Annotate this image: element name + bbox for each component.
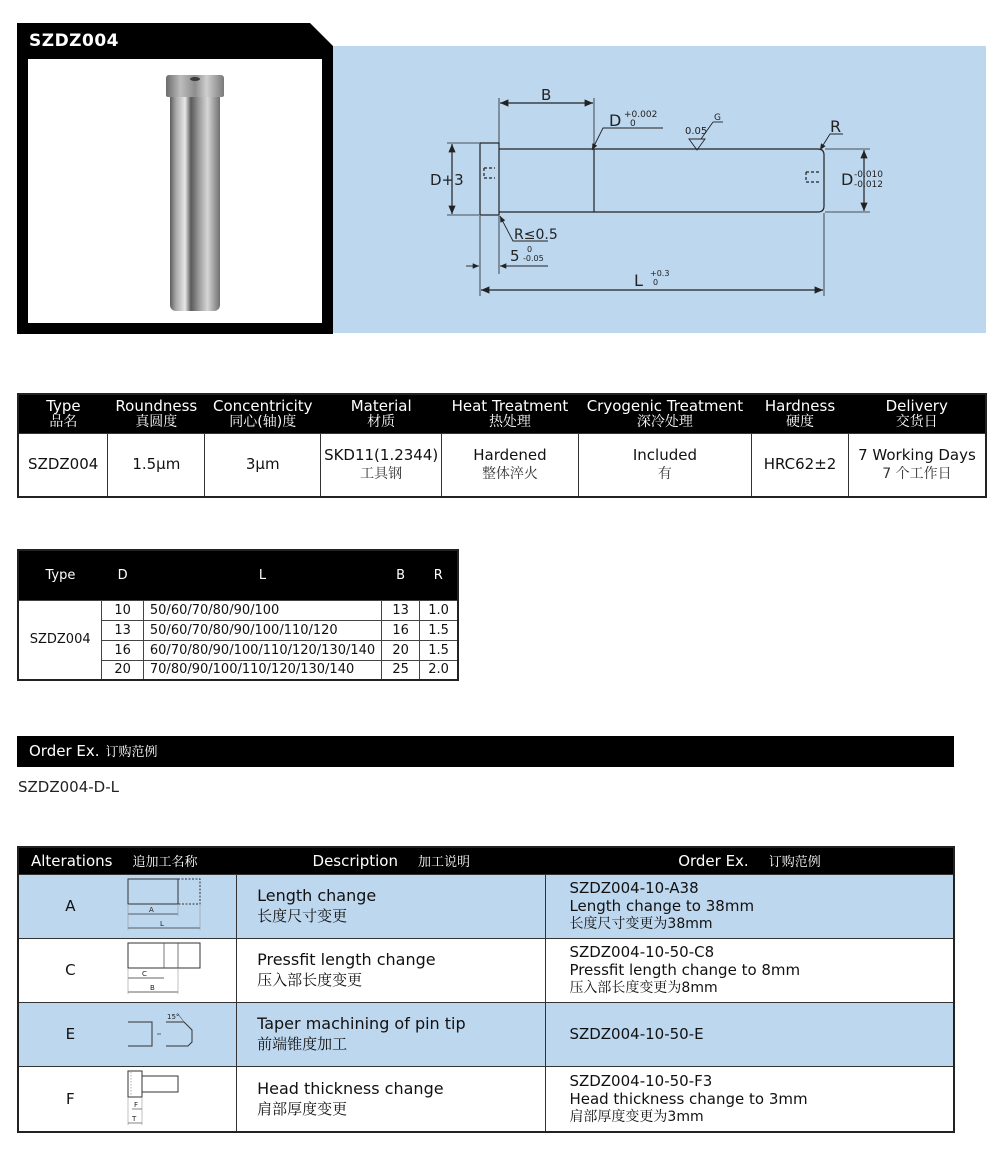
label-d-plus-3: D+3 — [430, 171, 464, 189]
table-row — [18, 1066, 954, 1132]
pin-body-image — [170, 97, 220, 311]
table-row — [18, 1002, 954, 1066]
size-r: 2.0 — [420, 660, 458, 680]
svg-text:F: F — [133, 1100, 138, 1109]
label-head-tol-lower: -0.05 — [523, 254, 544, 263]
spec-delivery: 7 Working Days 7 个工作日 — [848, 434, 986, 497]
label-d-top: D — [609, 111, 622, 130]
spec-header-delivery: Delivery 交货日 — [848, 394, 986, 434]
size-r: 1.5 — [420, 620, 458, 640]
label-roughness-grade: G — [714, 113, 721, 123]
size-r: 1.5 — [420, 640, 458, 660]
label-head-thickness: 5 — [510, 247, 520, 265]
label-d-right-tol-upper: -0.010 — [854, 170, 884, 180]
alteration-description: Head thickness change 肩部厚度变更 — [237, 1066, 546, 1132]
size-l: 50/60/70/80/90/100/110/120 — [143, 620, 381, 640]
svg-text:L: L — [159, 920, 164, 928]
size-l: 60/70/80/90/100/110/120/130/140 — [143, 640, 381, 660]
svg-text:T: T — [131, 1114, 136, 1123]
label-r: R — [830, 117, 842, 136]
pressfit-length-icon — [124, 940, 204, 996]
alteration-description: Taper machining of pin tip 前端锥度加工 — [237, 1002, 546, 1066]
order-example-label-cn: 订购范例 — [105, 745, 158, 760]
dim-d-top-leader — [592, 128, 663, 150]
alteration-order-example: SZDZ004-10-50-C8 Pressfit length change to 8mm 压入部长度变更为8mm — [546, 938, 954, 1002]
spec-hardness: HRC62±2 — [752, 434, 849, 497]
size-header-type: Type — [18, 550, 102, 600]
alterations-header-description: Description 加工说明 — [237, 847, 546, 874]
size-d: 13 — [102, 620, 144, 640]
size-l: 70/80/90/100/110/120/130/140 — [143, 660, 381, 680]
size-table — [17, 549, 459, 681]
label-l-tol-upper: +0.3 — [650, 269, 670, 278]
size-header-d: D — [102, 550, 144, 600]
alteration-order-example: SZDZ004-10-50-F3 Head thickness change to 3mm 肩部厚度变更为3mm — [546, 1066, 954, 1132]
label-r-le: R≤0.5 — [514, 227, 558, 243]
spec-concentricity: 3μm — [205, 434, 321, 497]
spec-header-cryogenic: Cryogenic Treatment 深冷处理 — [578, 394, 751, 434]
size-l: 50/60/70/80/90/100 — [143, 600, 381, 620]
spec-header-material: Material 材质 — [321, 394, 442, 434]
alterations-header-row — [18, 847, 954, 874]
alterations-header-alterations: Alterations 追加工名称 — [18, 847, 237, 874]
alteration-description: Length change 长度尺寸变更 — [237, 874, 546, 938]
label-d-right-tol-lower: -0.012 — [854, 180, 884, 190]
label-l-tol-lower: 0 — [653, 278, 659, 287]
spec-material: SKD11(1.2344) 工具钢 — [321, 434, 442, 497]
alterations-header-order: Order Ex. 订购范例 — [546, 847, 954, 874]
pin-head-image — [166, 75, 224, 97]
spec-header-hardness: Hardness 硬度 — [752, 394, 849, 434]
svg-text:C: C — [141, 970, 147, 978]
length-change-icon — [124, 876, 204, 932]
spec-cryogenic: Included 有 — [578, 434, 751, 497]
label-roughness-value: 0.05 — [685, 126, 708, 137]
svg-text:A: A — [148, 906, 154, 914]
pin-body-outline — [499, 149, 824, 212]
taper-tip-icon — [124, 1004, 204, 1060]
head-thickness-icon — [124, 1067, 204, 1127]
alteration-code: F — [18, 1066, 122, 1132]
frame-corner-notch — [309, 22, 334, 47]
size-d: 20 — [102, 660, 144, 680]
size-r: 1.0 — [420, 600, 458, 620]
spec-heat-treatment: Hardened 整体淬火 — [442, 434, 579, 497]
alteration-sketch-e — [122, 1002, 237, 1066]
spec-header-row — [18, 394, 986, 434]
alteration-sketch-f — [122, 1066, 237, 1132]
table-row — [18, 938, 954, 1002]
product-title: SZDZ004 — [29, 31, 119, 51]
size-b: 16 — [382, 620, 420, 640]
spec-header-type: Type 品名 — [18, 394, 108, 434]
spec-header-concentricity: Concentricity 同心(轴)度 — [205, 394, 321, 434]
size-type-cell: SZDZ004 — [18, 600, 102, 680]
spec-header-roundness: Roundness 真圆度 — [108, 394, 205, 434]
size-b: 20 — [382, 640, 420, 660]
spec-roundness: 1.5μm — [108, 434, 205, 497]
table-row — [18, 600, 458, 620]
roughness-symbol — [689, 139, 705, 150]
size-d: 10 — [102, 600, 144, 620]
label-d-top-tol-upper: +0.002 — [624, 110, 658, 120]
alteration-code: A — [18, 874, 122, 938]
label-head-tol-upper: 0 — [527, 245, 533, 254]
label-b: B — [541, 86, 552, 104]
size-header-row — [18, 550, 458, 600]
alterations-table — [17, 846, 955, 1133]
order-example-label-en: Order Ex. — [29, 742, 100, 760]
spec-header-heat-treatment: Heat Treatment 热处理 — [442, 394, 579, 434]
alteration-code: C — [18, 938, 122, 1002]
label-d-top-tol-lower: 0 — [630, 119, 636, 129]
label-l: L — [634, 271, 643, 290]
dim-r-leader — [820, 134, 843, 150]
pin-center-hole — [190, 77, 200, 81]
label-d-right: D — [841, 170, 854, 189]
alteration-code: E — [18, 1002, 122, 1066]
size-b: 25 — [382, 660, 420, 680]
size-header-r: R — [420, 550, 458, 600]
order-example-header — [17, 736, 954, 767]
alteration-order-example: SZDZ004-10-A38 Length change to 38mm 长度尺寸变更为38mm — [546, 874, 954, 938]
pin-head-outline — [480, 143, 499, 215]
svg-text:B: B — [149, 984, 155, 992]
product-image-frame — [17, 23, 333, 334]
alteration-order-example: SZDZ004-10-50-E — [546, 1002, 954, 1066]
svg-text:15°: 15° — [166, 1013, 180, 1021]
product-photo — [28, 59, 322, 323]
size-d: 16 — [102, 640, 144, 660]
head-hidden-hole — [484, 168, 495, 178]
drawing-svg — [333, 46, 986, 333]
table-row — [18, 874, 954, 938]
alteration-sketch-a — [122, 874, 237, 938]
size-b: 13 — [382, 600, 420, 620]
tip-hidden-hole — [806, 172, 819, 182]
spec-data-row — [18, 434, 986, 497]
size-header-b: B — [382, 550, 420, 600]
technical-drawing — [333, 46, 986, 333]
spec-type: SZDZ004 — [18, 434, 108, 497]
alteration-description: Pressfit length change 压入部长度变更 — [237, 938, 546, 1002]
order-example-code: SZDZ004-D-L — [18, 778, 119, 796]
size-header-l: L — [143, 550, 381, 600]
spec-table — [17, 393, 987, 498]
alteration-sketch-c — [122, 938, 237, 1002]
